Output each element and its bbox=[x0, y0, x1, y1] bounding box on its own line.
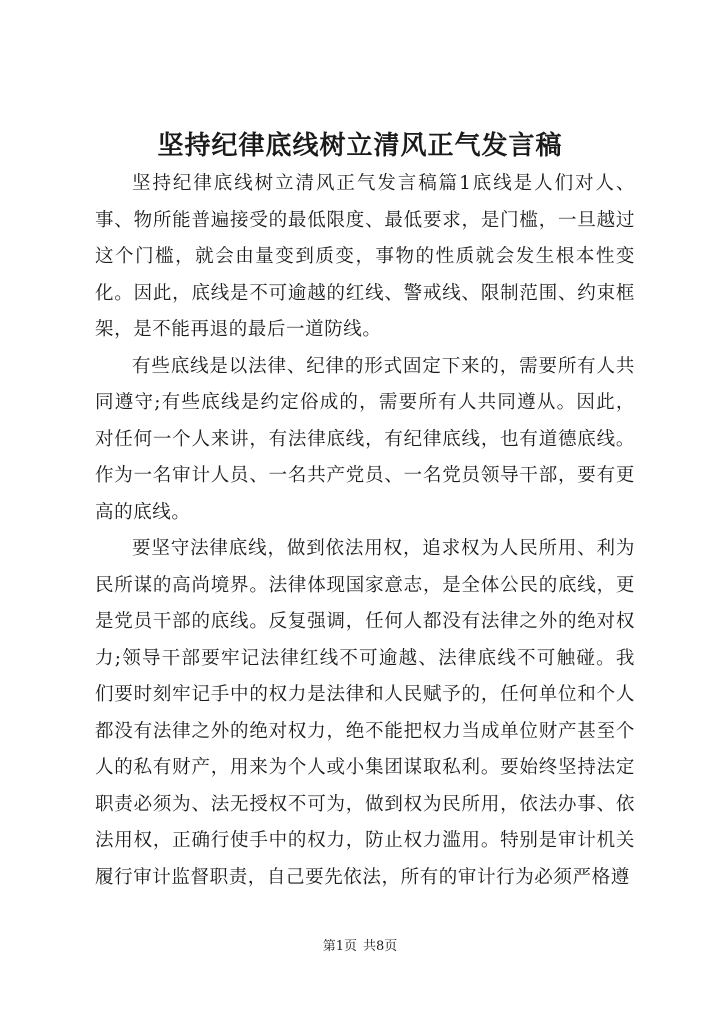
page-footer bbox=[0, 938, 720, 956]
document-body bbox=[95, 166, 635, 896]
page-total: 共8页 bbox=[363, 939, 398, 954]
page-number: 第1页 bbox=[322, 939, 357, 954]
paragraph: 要坚守法律底线，做到依法用权，追求权为人民所用、利为民所谋的高尚境界。法律体现国家意志，是全体公民的底线，更是党员干部的底线。反复强调，任何人都没有法律之外的绝对权力;领导干部要牢记法律红线不可逾越、法律底线不可触碰。我们要时刻牢记手中的权力是法律和人民赋予的，任何单位和个人都没有法律之外的绝对权力，绝不能把权力当成单位财产甚至个人的私有财产，用来为个人或小集团谋取私利。要始终坚持法定职责必须为、法无授权不可为，做到权为民所用，依法办事、依法用权，正确行使手中的权力，防止权力滥用。特别是审计机关履行审计监督职责，自己要先依法，所有的审计行为必须严格遵 bbox=[95, 538, 635, 888]
paragraph: 有些底线是以法律、纪律的形式固定下来的，需要所有人共同遵守;有些底线是约定俗成的，需要所有人共同遵从。因此，对任何一个人来讲，有法律底线，有纪律底线，也有道德底线。作为一名审计人员、一名共产党员、一名党员领导干部，要有更高的底线。 bbox=[95, 355, 635, 523]
paragraph: 坚持纪律底线树立清风正气发言稿篇1底线是人们对人、事、物所能普遍接受的最低限度、最低要求，是门槛，一旦越过这个门槛，就会由量变到质变，事物的性质就会发生根本性变化。因此，底线是不可逾越的红线、警戒线、限制范围、约束框架，是不能再退的最后一道防线。 bbox=[95, 173, 635, 340]
page-title: 坚持纪律底线树立清风正气发言稿 bbox=[157, 131, 563, 161]
